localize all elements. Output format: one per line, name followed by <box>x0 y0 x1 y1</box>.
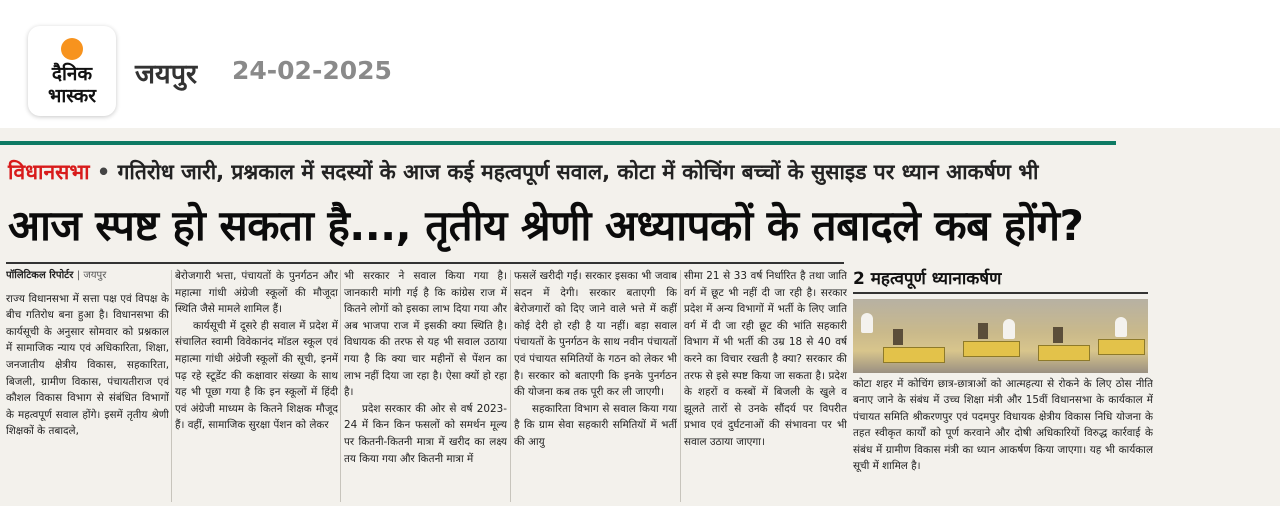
sidebox-text <box>853 376 1153 504</box>
photo-chair <box>1053 327 1063 343</box>
article-column-5 <box>684 268 847 504</box>
dainik-bhaskar-logo[interactable] <box>28 26 116 116</box>
kicker-bullet: • <box>96 160 111 184</box>
photo-person <box>861 313 873 333</box>
column-paragraph: बेरोजगारी भत्ता, पंचायतों के पुनर्गठन और महात्मा गांधी अंग्रेजी स्कूलों की मौजूदा स्थिति जैसे मामले शामिल हैं। <box>175 270 338 316</box>
headline-divider <box>6 262 844 264</box>
photo-chair <box>978 323 988 339</box>
column-divider <box>340 270 341 502</box>
column-paragraph: राज्य विधानसभा में सत्ता पक्ष एवं विपक्ष के बीच गतिरोध बना हुआ है। विधानसभा की कार्यसूची के अनुसार सोमवार को प्रश्नकाल में सामाजिक न्याय एवं अधिकारिता, शिक्षा, जनजातीय क्षेत्रीय विकास, सहकारिता, बिजली, ग्रामीण विकास, पंचायतीराज एवं कौशल विकास विभाग से संबंधित विभागों के महत्वपूर्ण सवाल होंगे। इसमें तृतीय श्रेणी शिक्षकों के तबादले, <box>6 292 169 438</box>
photo-desk <box>883 347 945 363</box>
column-divider <box>680 270 681 502</box>
photo-desk <box>1098 339 1145 355</box>
sun-icon <box>61 38 83 60</box>
byline-reporter: पॉलिटिकल रिपोर्टर <box>6 270 74 281</box>
logo-text-line2: भास्कर <box>47 85 97 107</box>
column-paragraph: फसलें खरीदी गईं। सरकार इसका भी जवाब सदन में देगी। सरकार बताएगी कि बेरोजगारों को दिए जाने वाले भत्ते में कहीं कोई देरी हो रही है या नहीं। बड़ा सवाल पंचायतों के पुनर्गठन के साथ नवीन पंचायतों एवं पंचायत समितियों के गठन को लेकर भी है। सरकार को बताएगी कि इनके पुनर्गठन की योजना कब तक पूरी कर ली जाएगी। <box>514 270 677 399</box>
sidebox-paragraph: कोटा शहर में कोचिंग छात्र-छात्राओं को आत्महत्या से रोकने के लिए ठोस नीति बनाए जाने के संबंध में उच्च शिक्षा मंत्री और 15वीं विधानसभा के कार्यकाल में पंचायत समिति श्रीकरणपुर एवं पदमपुर विधायक क्षेत्रीय विकास निधि योजना के तहत स्वीकृत कार्यों को पूर्ण करवाने और दोषी अधिकारियों विरुद्ध कार्रवाई के संबंध में ग्रामीण विकास मंत्री का ध्यान आकर्षण किया जाएगा। यह भी कार्यकाल सूची में शामिल है। <box>853 378 1153 473</box>
header-divider <box>0 141 1116 145</box>
kicker-line <box>8 158 1278 186</box>
logo-text-line1: दैनिक <box>51 63 93 85</box>
sidebox-divider <box>853 292 1148 294</box>
edition-city: जयपुर <box>135 59 198 90</box>
assembly-photo <box>853 299 1148 373</box>
masthead-header <box>0 0 1280 128</box>
article-headline: आज स्पष्ट हो सकता है..., तृतीय श्रेणी अध्यापकों के तबादले कब होंगे? <box>8 201 1084 250</box>
column-paragraph: कार्यसूची में दूसरे ही सवाल में प्रदेश में संचालित स्वामी विवेकानंद मॉडल स्कूल एवं महात्मा गांधी अंग्रेजी स्कूलों की सूची, इनमें पढ़ रहे स्टूडेंट की कक्षावार संख्या के साथ यह भी पूछा गया है कि इन स्कूलों में हिंदी एवं अंग्रेजी माध्यम के कितने शिक्षक मौजूद हैं। वहीं, सामाजिक सुरक्षा पेंशन को लेकर <box>175 319 338 432</box>
byline-place: | जयपुर <box>76 270 107 281</box>
column-paragraph: सहकारिता विभाग से सवाल किया गया है कि ग्राम सेवा सहकारी समितियों में भर्ती की आयु <box>514 402 677 448</box>
column-paragraph: प्रदेश सरकार की ओर से वर्ष 2023-24 में किन किन फसलों को समर्थन मूल्य पर कितनी-कितनी मात्रा में खरीद का लक्ष्य तय किया गया और कितनी मात्रा में <box>344 402 507 465</box>
column-divider <box>171 270 172 502</box>
article-column-1 <box>6 268 169 504</box>
photo-desk <box>1038 345 1090 361</box>
sidebox-title: 2 महत्वपूर्ण ध्यानाकर्षण <box>853 269 1002 289</box>
column-paragraph: भी सरकार ने सवाल किया गया है। जानकारी मांगी गई है कि कांग्रेस राज में कितने लोगों को इसका लाभ दिया गया और अब भाजपा राज में इसकी क्या स्थिति है। विधायक की तरफ से यह भी सवाल उठाया गया है कि क्या चार महीनों से पेंशन का लाभ नहीं दिया जा रहा है। ऐसा क्यों हो रहा है। <box>344 270 507 399</box>
section-tag: विधानसभा <box>8 160 90 184</box>
photo-person <box>1115 317 1127 337</box>
byline <box>6 268 169 285</box>
article-column-3 <box>344 268 507 504</box>
photo-desk <box>963 341 1020 357</box>
kicker-deck: गतिरोध जारी, प्रश्नकाल में सदस्यों के आज कई महत्वपूर्ण सवाल, कोटा में कोचिंग बच्चों के सुसाइड पर ध्यान आकर्षण भी <box>117 160 1039 184</box>
column-divider <box>510 270 511 502</box>
photo-person <box>1003 319 1015 339</box>
article-column-4 <box>514 268 677 504</box>
photo-chair <box>893 329 903 345</box>
article-column-2 <box>175 268 338 504</box>
edition-date: 24-02-2025 <box>232 56 392 85</box>
column-paragraph: सीमा 21 से 33 वर्ष निर्धारित है तथा जाति वर्ग में छूट भी नहीं दी जा रही है। सरकार प्रदेश में अन्य विभागों में भर्ती के लिए जाति वर्ग में दी जा रही छूट की भांति सहकारी विभाग में भी भर्ती की उम्र 18 से 40 वर्ष करने का विचार रखती है क्या? सरकार की तरफ से इसे स्पष्ट किया जा सकता है। प्रदेश के शहरों व कस्बों में बिजली के खुले व झूलते तारों से उनके सौंदर्य पर विपरीत प्रभाव एवं दुर्घटनाओं की संभावना पर भी सवाल उठाया जाएगा। <box>684 270 847 448</box>
